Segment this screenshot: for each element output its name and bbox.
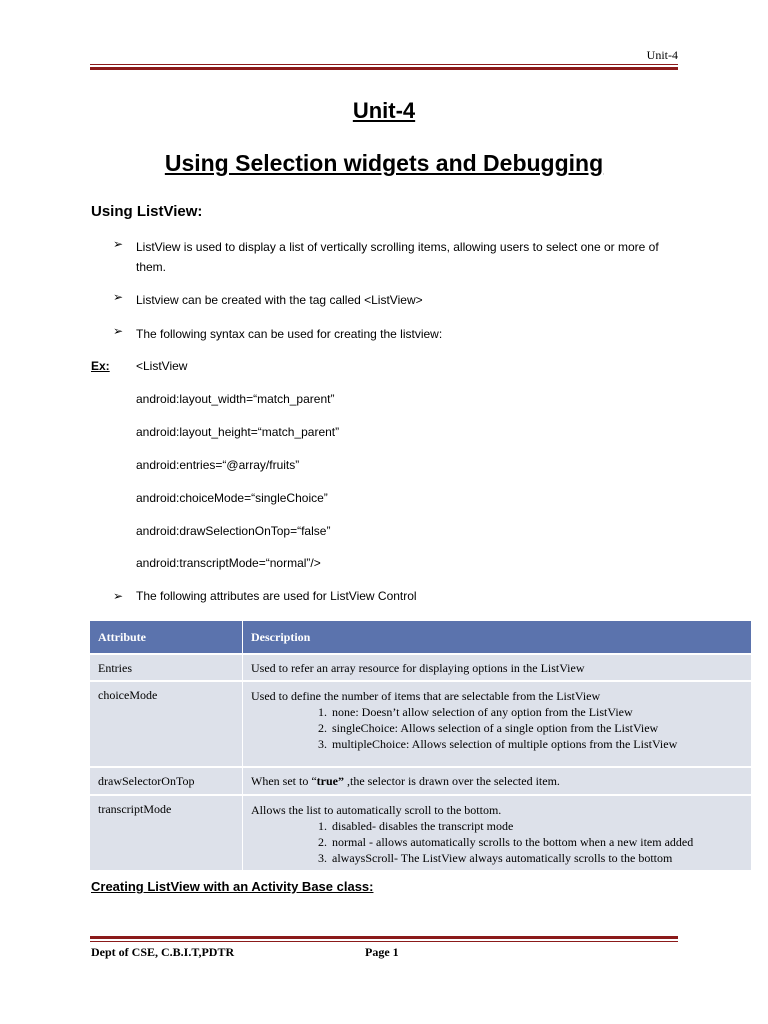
header-rule-thin — [90, 64, 678, 65]
description-text: Used to define the number of items that are selectable from the ListView — [251, 689, 601, 703]
list-item: 1. disabled- disables the transcript mode — [330, 818, 743, 834]
attribute-cell: choiceMode — [90, 681, 243, 767]
code-line: android:layout_height=“match_parent” — [136, 425, 340, 439]
code-line: android:layout_width=“match_parent” — [136, 392, 335, 406]
table-header-description: Description — [243, 621, 752, 654]
table-row — [90, 681, 752, 767]
bullet-marker: ➢ — [113, 324, 124, 338]
description-cell — [243, 681, 752, 767]
table-header-row — [90, 621, 752, 654]
description-text: Allows the list to automatically scroll to the bottom. — [251, 803, 502, 817]
list-item: 3. multipleChoice: Allows selection of multiple options from the ListView — [330, 736, 743, 752]
description-text-bold: true” — [316, 774, 344, 788]
code-line: <ListView — [136, 359, 188, 373]
description-cell — [243, 767, 752, 795]
list-item: 3. alwaysScroll- The ListView always automatically scrolls to the bottom — [330, 850, 743, 866]
footer-page-number: Page 1 — [365, 945, 399, 959]
code-line: android:entries=“@array/fruits” — [136, 458, 300, 472]
code-line: android:choiceMode=“singleChoice” — [136, 491, 328, 505]
description-cell — [243, 795, 752, 870]
attributes-table — [90, 621, 752, 870]
bullet-marker: ➢ — [113, 589, 124, 603]
bullet-text: ListView is used to display a list of vertically scrolling items, allowing users to select one or more of them. — [136, 240, 659, 274]
attribute-cell: Entries — [90, 654, 243, 681]
example-label: Ex: — [91, 359, 110, 373]
bullet-text: Listview can be created with the tag called <ListView> — [136, 293, 423, 307]
attribute-cell: transcriptMode — [90, 795, 243, 870]
description-text-post: ,the selector is drawn over the selected item. — [343, 774, 560, 788]
bullet-text: The following syntax can be used for creating the listview: — [136, 327, 443, 341]
code-line: android:drawSelectionOnTop=“false” — [136, 524, 331, 538]
bullet-marker: ➢ — [113, 237, 124, 251]
code-line: android:transcriptMode=“normal”/> — [136, 556, 321, 570]
footer-rule-thick — [90, 936, 678, 939]
running-header: Unit-4 — [646, 48, 678, 62]
attribute-cell: drawSelectorOnTop — [90, 767, 243, 795]
list-item: 2. singleChoice: Allows selection of a single option from the ListView — [330, 720, 743, 736]
subheading: Creating ListView with an Activity Base class: — [91, 879, 374, 894]
bullet-marker: ➢ — [113, 290, 124, 304]
table-row — [90, 654, 752, 681]
bullet-text: The following attributes are used for ListView Control — [136, 589, 417, 603]
table-header-attribute: Attribute — [90, 621, 243, 654]
option-list — [251, 704, 743, 752]
header-rule-thick — [90, 67, 678, 70]
table-row — [90, 767, 752, 795]
page-title: Using Selection widgets and Debugging — [164, 150, 604, 176]
footer-rule-thin — [90, 941, 678, 942]
table-row — [90, 795, 752, 870]
footer-department: Dept of CSE, C.B.I.T,PDTR — [91, 945, 235, 959]
description-cell: Used to refer an array resource for displaying options in the ListView — [243, 654, 752, 681]
section-heading: Using ListView: — [91, 203, 203, 220]
list-item: 2. normal - allows automatically scrolls to the bottom when a new item added — [330, 834, 743, 850]
option-list — [251, 818, 743, 866]
description-text-pre: When set to “ — [251, 774, 317, 788]
list-item: 1. none: Doesn’t allow selection of any option from the ListView — [330, 704, 743, 720]
unit-title: Unit-4 — [352, 98, 416, 123]
